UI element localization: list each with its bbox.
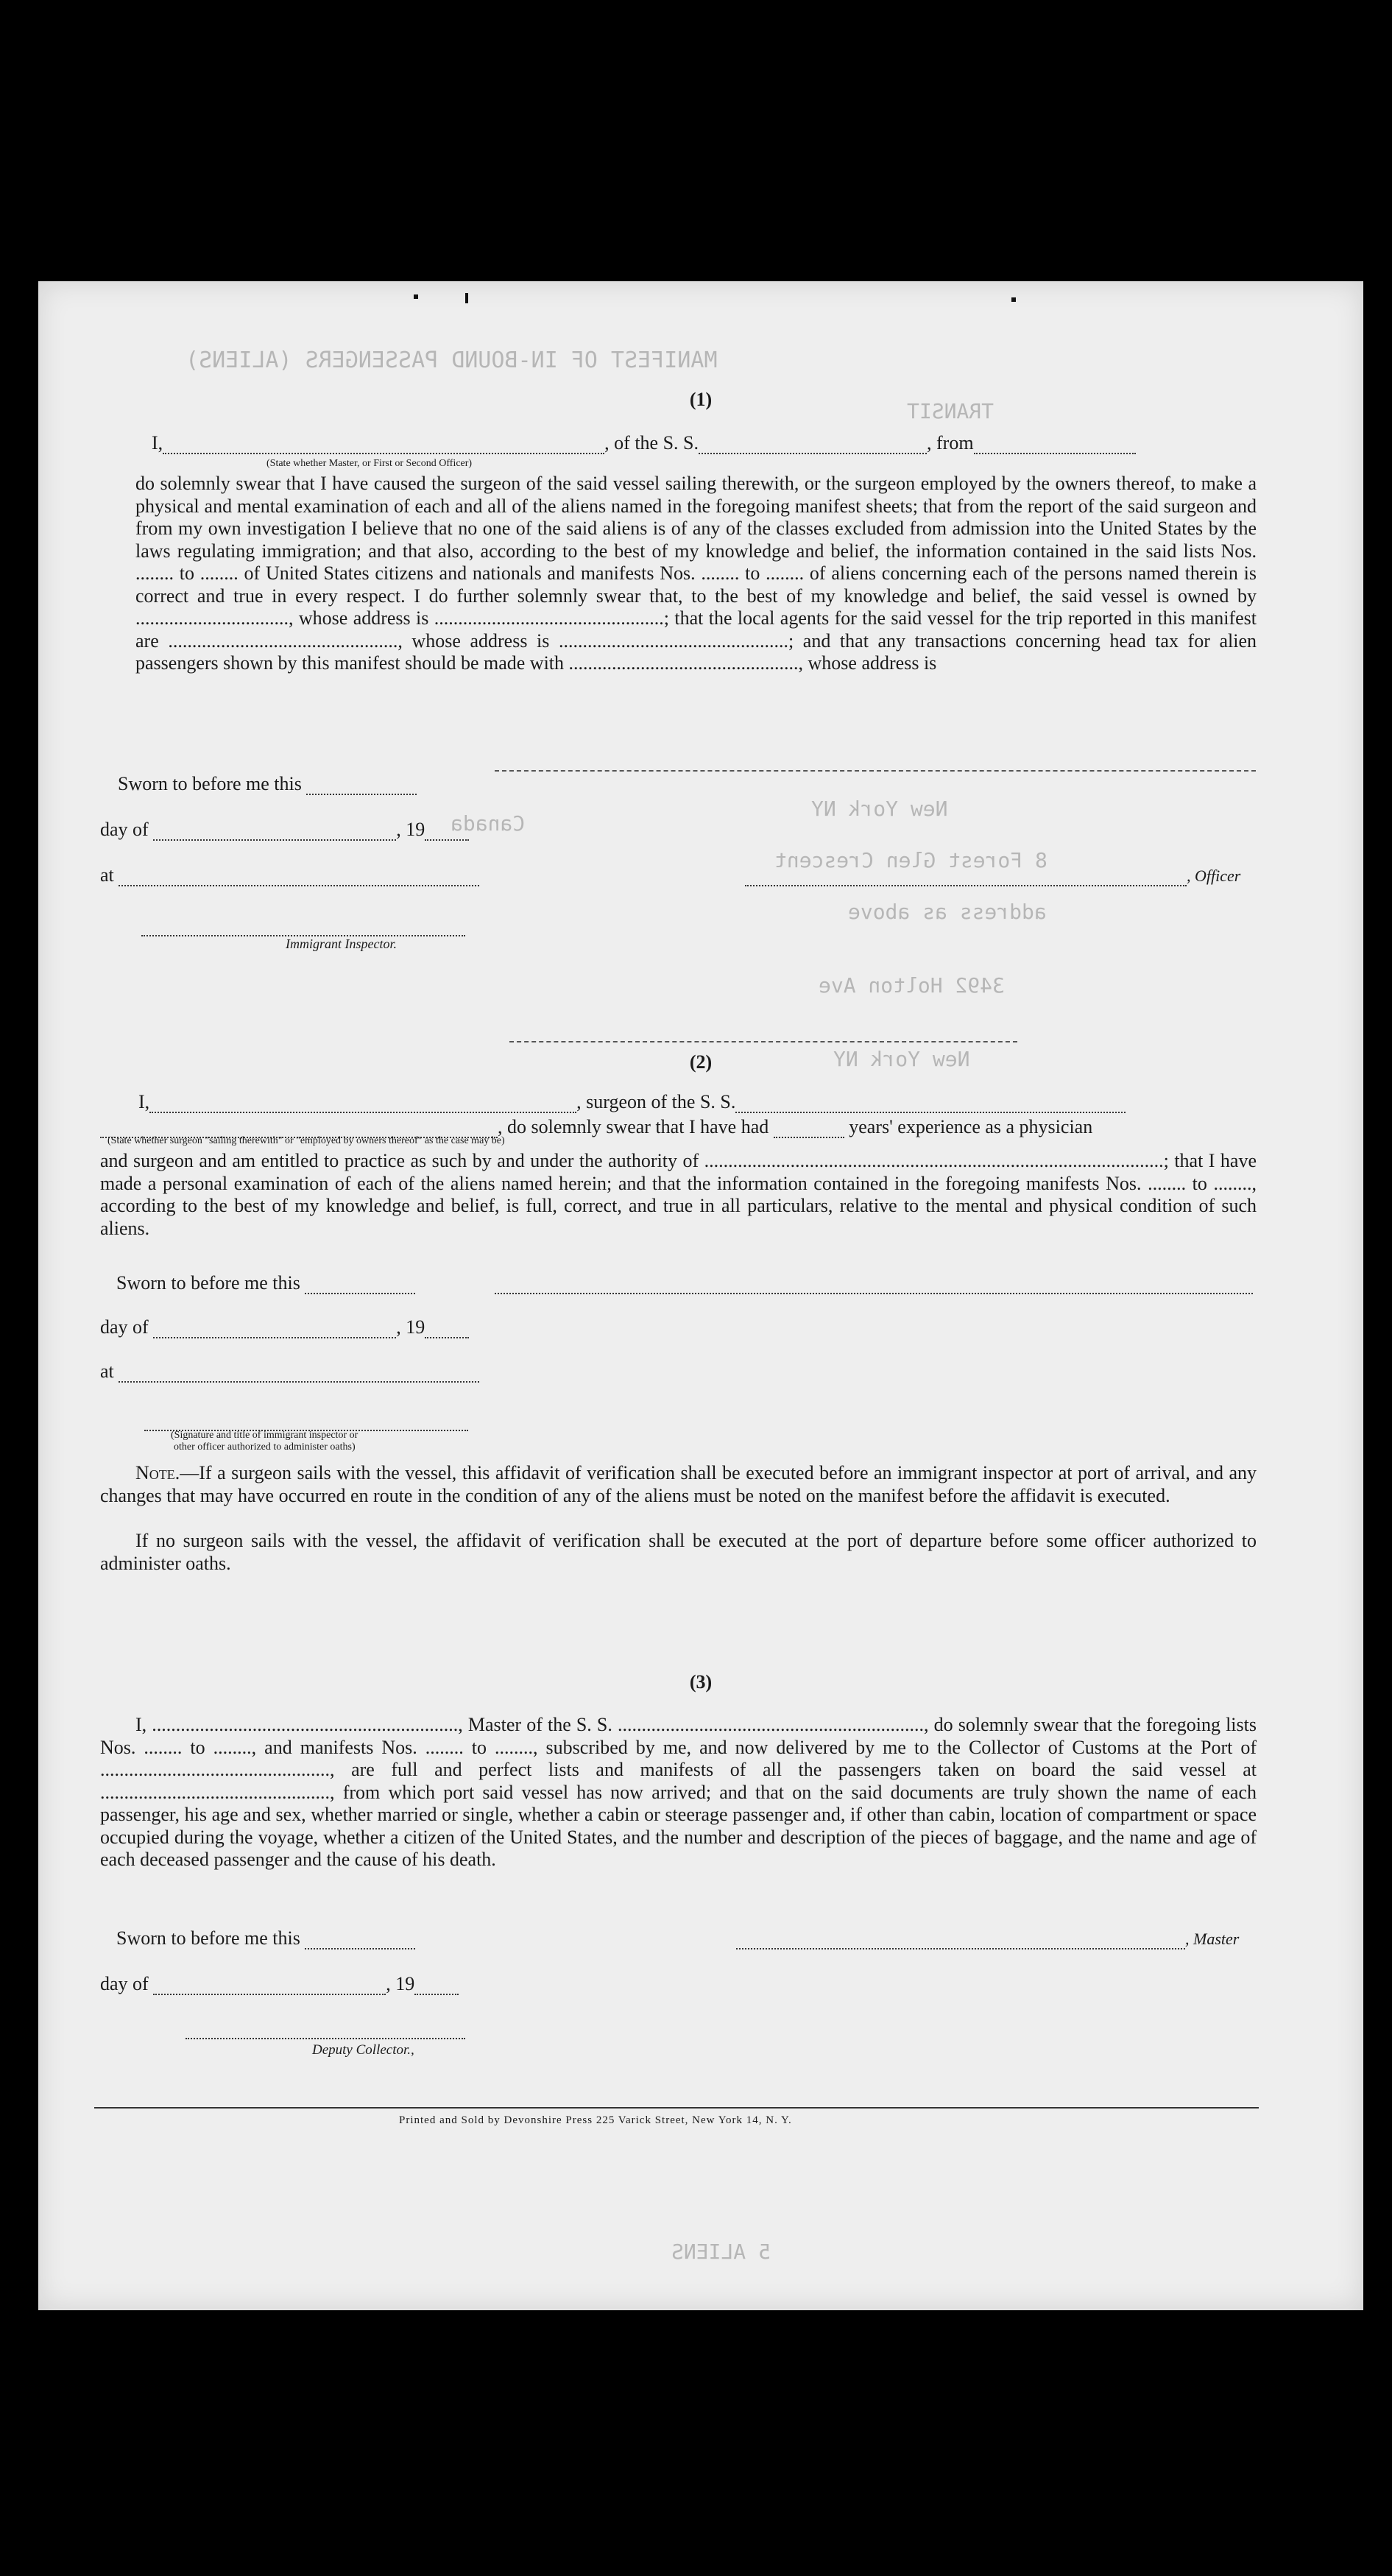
note-paragraph: Note.—If a surgeon sails with the vessel, this affidavit of verification shall be executed before an immigrant inspector at port of arrival, and any changes that may have occurred en route in the condition of any of the aliens must be noted on the manifest before the affidavit is executed. (100, 1462, 1257, 1506)
sworn-line-2: Sworn to before me this (116, 1272, 415, 1294)
section-3-oath-text: I, ................................................................, Master of the S. S. ................................................................, do solemnly swear that the foregoing lists Nos. ........ to ........, and manifests Nos. ........ to ........, subscribed by me, and now delivered by me to the Collector of Customs at the Port of ................................................, are full and perfect lists and manifests of all the passengers taken on board the said vessel at ................................................, from which port said vessel has now arrived; and that on the said documents are truly shown the name of each passenger, his age and sex, whether married or single, whether a cabin or steerage passenger and, if other than cabin, location of compartment or space occupied during the voyage, whether a citizen of the United States, and the number and description of the pieces of baggage, and the name and age of each deceased passenger and the cause of his death. (100, 1714, 1257, 1870)
footer-rule (94, 2107, 1259, 2109)
day-of-field[interactable] (153, 823, 396, 841)
collector-signature-field[interactable] (186, 2022, 465, 2039)
year-field-3[interactable] (414, 1977, 459, 1995)
surgeon-vessel-field[interactable] (735, 1095, 1126, 1113)
sworn-line-3: Sworn to before me this (116, 1927, 415, 1949)
at-line-2: at (100, 1361, 479, 1383)
section-2-surgeon-line: I, , surgeon of the S. S. (138, 1091, 1126, 1113)
officer-line: , Officer (745, 864, 1240, 886)
vessel-name-field[interactable] (699, 437, 927, 454)
signature-caption-1: (Signature and title of immigrant inspector or (171, 1430, 358, 1441)
section-2-number: (2) (689, 1051, 713, 1073)
inspector-line-2 (144, 1409, 468, 1431)
printer-imprint: Printed and Sold by Devonshire Press 225 Varick Street, New York 14, N. Y. (399, 2114, 792, 2126)
divider-line (509, 1041, 1017, 1042)
section-1-declarant-line: I, , of the S. S. , from (152, 432, 1136, 454)
inspector-signature-field[interactable] (141, 919, 465, 936)
ink-mark (414, 294, 418, 299)
day-of-line-3: day of , 19 (100, 1973, 459, 1995)
sworn-line-1: Sworn to before me this (118, 773, 417, 795)
day-of-field-3[interactable] (153, 1977, 386, 1995)
ink-mark (465, 293, 468, 303)
section-1-number: (1) (689, 389, 713, 410)
port-from-field[interactable] (974, 437, 1136, 454)
divider-line (495, 770, 1256, 772)
section-1-oath-text: do solemnly swear that I have caused the surgeon of the said vessel sailing therewith, or the surgeon employed by the owners thereof, to make a physical and mental examination of each and all of the aliens named in the foregoing manifest sheets; that from the report of the said surgeon and from my own investigation I believe that no one of the said aliens is of any of the classes excluded from admission into the United States by the laws regulating immigration; and that also, according to the best of my knowledge and belief, the information contained in the said lists Nos. ........ to ........ of United States citizens and nationals and manifests Nos. ........ to ........ of aliens concerning each of the persons named therein is correct and true in every respect. I do further solemnly swear that, to the best of my knowledge and belief, the said vessel is owned by ................................, whose address is ................................................; that the local agents for the said vessel for the trip reported in this manifest are ................................................, whose address is ................................................; and that any transactions concerning head tax for alien passengers shown by this manifest should be made with ................................................, whose address is (135, 473, 1257, 674)
year-field[interactable] (425, 823, 469, 841)
declarant-name-field[interactable] (163, 437, 604, 454)
years-experience-field[interactable] (774, 1121, 844, 1138)
immigrant-inspector-label: Immigrant Inspector. (286, 936, 397, 951)
day-of-field-2[interactable] (153, 1321, 396, 1338)
year-field-2[interactable] (425, 1321, 469, 1338)
day-of-line-2: day of , 19 (100, 1316, 469, 1338)
sworn-date-field-3[interactable] (305, 1932, 415, 1949)
master-signature-field[interactable] (736, 1932, 1185, 1949)
surgeon-name-field[interactable] (149, 1095, 576, 1113)
sworn-date-field[interactable] (306, 777, 417, 795)
officer-signature-field[interactable] (745, 869, 1187, 886)
inspector-line (141, 914, 465, 936)
at-field[interactable] (119, 869, 479, 886)
sworn-date-field-2[interactable] (305, 1277, 415, 1294)
day-of-line-1: day of , 19 (100, 819, 469, 841)
section-2-oath-text: and surgeon and am entitled to practice as such by and under the authority of ................................................................................................; that I have made a personal examination of each of the aliens named herein; and that the information contained in the foregoing manifests Nos. ........ to ........, according to the best of my knowledge and belief, is full, correct, and true in all particulars, relative to the mental and physical condition of such aliens. (100, 1150, 1257, 1239)
section-3-number: (3) (689, 1671, 713, 1693)
ink-mark (1011, 297, 1016, 302)
at-line-1: at (100, 864, 479, 886)
master-signature-line: , Master (736, 1927, 1239, 1949)
section-2-line-2: , do solemnly swear that I have had years' experience as a physician (100, 1116, 1092, 1138)
section-2-caption: (State whether surgeon "sailing therewith" or "employed by owners thereof" as the case may be) (107, 1135, 505, 1146)
signature-caption-2: other officer authorized to administer oaths) (174, 1441, 356, 1453)
surgeon-signature-line (495, 1272, 1253, 1294)
at-field-2[interactable] (119, 1365, 479, 1383)
section-1-caption: (State whether Master, or First or Second Officer) (266, 458, 473, 469)
deputy-collector-label: Deputy Collector., (312, 2042, 414, 2058)
note-paragraph-2: If no surgeon sails with the vessel, the affidavit of verification shall be executed at the port of departure before some officer authorized to administer oaths. (100, 1530, 1257, 1574)
surgeon-signature-field[interactable] (495, 1277, 1253, 1294)
collector-line (186, 2017, 465, 2039)
manifest-page: MANIFEST OF IN-BOUND PASSENGERS (ALIENS) TRANSIT Canada New York NY 8 Forest Glen Crescent address as above 3492 Holton Ave New York NY 5 ALIENS (1) I, , of the S. S. , from (State whether Master, or First or Second Officer) do solemnly swear that I have caused the surgeon of the said vessel sailing therewith, or the surgeon employed by the owners thereof, to make a physical and mental examination of each and all of the aliens named in the foregoing manifest sheets; that from the report of the said surgeon and from my own investigation I believe that no one of the said aliens is of any of the classes excluded from admission into the United States by the laws regulating immigration; and that also, according to the best of my knowledge and belief, the information contained in the said lists Nos. ........ to ........ of United States citizens and nationals and manifests Nos. ........ to ........ of aliens concerning each of the persons named therein is correct and true in every respect. I do further solemnly swear that, to the best of my knowledge and belief, the said vessel is owned by ................................, whose address is ................................................; that the local agents for the said vessel for the trip reported in this manifest are ................................................, whose address is ................................................; and that any transactions concerning head tax for alien passengers shown by this manifest should be made with ................................................, whose address is Sworn to before me this day of , 19 at , Officer Immigrant Inspector. (2) I, , surgeon of the S. S. , do solemnly swear that I have had years' experience as a physician (State whether surgeon "sailing therewith" or "employed by owners thereof" as the case may be) and surgeon and am entitled to practice as such by and under the authority of ................................................................................................; that I have made a personal examination of each of the aliens named herein; and that the information contained in the foregoing manifests Nos. ........ to ........, according to the best of my knowledge and belief, is full, correct, and true in all particulars, relative to the mental and physical condition of such aliens. Sworn to before me this day of , 19 at (Signature and title of immigrant inspector or other officer authorized to administer oaths) Note.—If a surgeon sails with the vessel, this affidavit of verification shall be executed before an immigrant inspector at port of arrival, and any changes that may have occurred en route in the condition of any of the aliens must be noted on the manifest before the affidavit is executed. If no surgeon sails with the vessel, the affidavit of verification shall be executed at the port of departure before some officer authorized to administer oaths. (3) I, ................................................................, Master of the S. S. ................................................................, do solemnly swear that the foregoing lists Nos. ........ to ........, and manifests Nos. ........ to ........, subscribed by me, and now delivered by me to the Collector of Customs at the Port of ................................................, are full and perfect lists and manifests of all the passengers taken on board the said vessel at ................................................, from which port said vessel has now arrived; and that on the said documents are truly shown the name of each passenger, his age and sex, whether married or single, whether a cabin or steerage passenger and, if other than cabin, location of compartment or space occupied during the voyage, whether a citizen of the United States, and the number and description of the pieces of baggage, and the name and age of each deceased passenger and the cause of his death. Sworn to before me this , Master day of , 19 Deputy Collector., Printed and Sold by Devonshire Press 225 Varick Street, New York 14, N. Y. (38, 281, 1363, 2310)
officer-signature-field-2[interactable] (144, 1414, 468, 1431)
